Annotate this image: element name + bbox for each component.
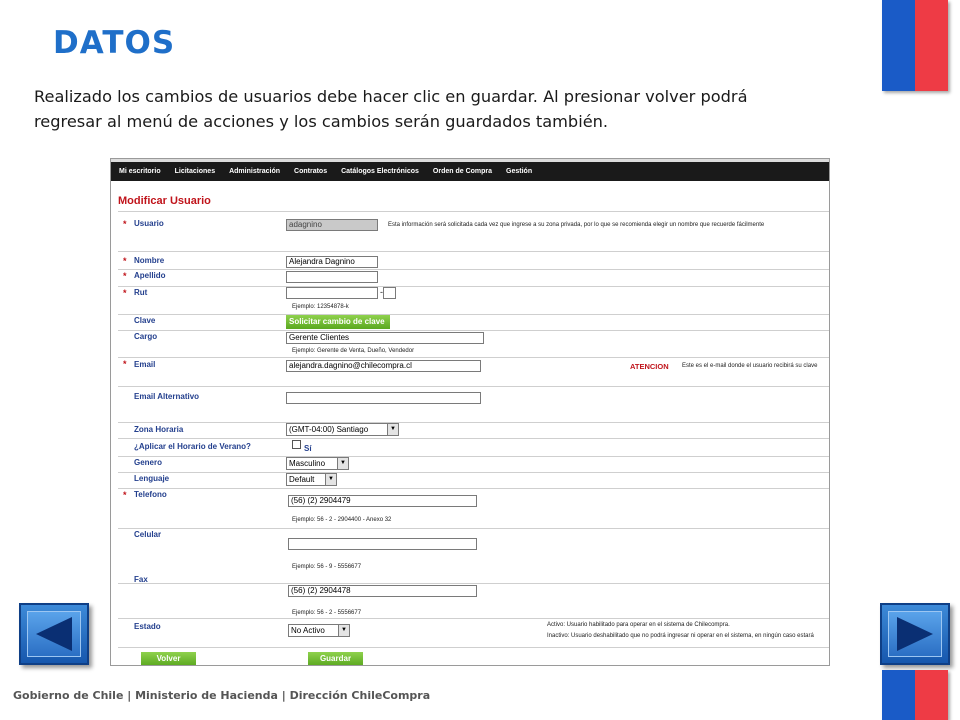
rut-hint: Ejemplo: 12354878-k <box>292 304 349 310</box>
row-divider <box>118 422 829 423</box>
top-navigation <box>111 159 829 181</box>
row-divider <box>118 618 829 619</box>
status-select[interactable] <box>288 624 350 637</box>
dropdown-arrow-icon: ▼ <box>325 474 336 485</box>
timezone-value: (GMT-04:00) Santiago <box>289 425 369 434</box>
row-divider <box>118 251 829 252</box>
guardar-button[interactable]: Guardar <box>308 652 363 666</box>
zona-label: Zona Horaria <box>134 425 184 434</box>
chile-flag-top <box>882 0 948 91</box>
dropdown-arrow-icon: ▼ <box>387 424 398 435</box>
required-mark: * <box>123 490 127 500</box>
lenguaje-label: Lenguaje <box>134 474 170 483</box>
row-divider <box>118 438 829 439</box>
nombre-input[interactable]: Alejandra Dagnino <box>286 256 378 268</box>
previous-slide-button[interactable] <box>19 603 89 665</box>
telefono-hint: Ejemplo: 56 - 2 - 2904400 - Anexo 32 <box>292 517 392 523</box>
estado-label: Estado <box>134 622 161 631</box>
fax-label: Fax <box>134 575 148 584</box>
estado-info-activo: Activo: Usuario habilitado para operar en el sistema de Chilecompra. <box>547 622 730 628</box>
row-divider <box>118 456 829 457</box>
verano-checkbox[interactable] <box>292 440 301 449</box>
row-divider <box>118 386 829 387</box>
gender-value: Masculino <box>289 459 326 468</box>
celular-input[interactable] <box>288 538 477 550</box>
nav-item-catalogos[interactable]: Catálogos Electrónicos <box>341 168 419 175</box>
cargo-label: Cargo <box>134 332 158 341</box>
telefono-label: Telefono <box>134 490 167 499</box>
telefono-input[interactable]: (56) (2) 2904479 <box>288 495 477 507</box>
row-divider <box>118 647 829 648</box>
email-label: Email <box>134 360 156 369</box>
required-mark: * <box>123 288 127 298</box>
chile-flag-bottom <box>882 670 948 720</box>
email-alt-label: Email Alternativo <box>134 392 200 401</box>
gender-select[interactable] <box>286 457 349 470</box>
rut-input[interactable] <box>286 287 378 299</box>
next-slide-button[interactable] <box>880 603 950 665</box>
email-input[interactable]: alejandra.dagnino@chilecompra.cl <box>286 360 481 372</box>
nav-item-orden-compra[interactable]: Orden de Compra <box>432 168 493 175</box>
row-divider <box>118 330 829 331</box>
language-select[interactable] <box>286 473 337 486</box>
intro-text: Realizado los cambios de usuarios debe hacer clic en guardar. Al presionar volver podrá regresar al menú de acciones y los cambios serán guardados también. <box>34 87 748 131</box>
row-divider <box>118 488 829 489</box>
required-mark: * <box>123 256 127 266</box>
clave-label: Clave <box>134 316 156 325</box>
volver-button[interactable]: Volver <box>141 652 196 666</box>
celular-hint: Ejemplo: 56 - 9 - 5556677 <box>292 564 362 570</box>
verano-label: ¿Aplicar el Horario de Verano? <box>134 442 251 451</box>
email-alt-input[interactable] <box>286 392 481 404</box>
fax-hint: Ejemplo: 56 - 2 - 5556677 <box>292 610 362 616</box>
nombre-label: Nombre <box>134 256 165 265</box>
dropdown-arrow-icon: ▼ <box>338 625 349 636</box>
rut-dv-input[interactable] <box>383 287 396 299</box>
timezone-select[interactable] <box>286 423 399 436</box>
status-value: No Activo <box>291 626 325 635</box>
cargo-input[interactable]: Gerente Clientes <box>286 332 484 344</box>
email-warning-label: ATENCION <box>630 362 669 371</box>
required-mark: * <box>123 271 127 281</box>
celular-label: Celular <box>134 530 162 539</box>
required-mark: * <box>123 219 127 229</box>
usuario-input: adagnino <box>286 219 378 231</box>
row-divider <box>118 583 829 584</box>
genero-label: Genero <box>134 458 163 467</box>
row-divider <box>118 286 829 287</box>
form-title: Modificar Usuario <box>118 195 211 207</box>
form-screenshot <box>110 158 830 666</box>
row-divider <box>118 211 829 212</box>
apellido-input[interactable] <box>286 271 378 283</box>
usuario-label: Usuario <box>134 219 164 228</box>
nav-item-contratos[interactable]: Contratos <box>294 168 328 175</box>
estado-info-inactivo: Inactivo: Usuario deshabilitado que no podrá ingresar ni operar en el sistema, en ningún caso estará <box>547 633 814 639</box>
dropdown-arrow-icon: ▼ <box>337 458 348 469</box>
verano-option: Sí <box>304 444 312 453</box>
next-arrow-icon <box>897 617 933 651</box>
rut-separator: - <box>380 287 383 297</box>
row-divider <box>118 269 829 270</box>
row-divider <box>118 472 829 473</box>
slide-title: DATOS <box>53 25 176 61</box>
change-password-button[interactable]: Solicitar cambio de clave <box>286 315 390 329</box>
fax-input[interactable]: (56) (2) 2904478 <box>288 585 477 597</box>
nav-item-administracion[interactable]: Administración <box>229 168 281 175</box>
rut-label: Rut <box>134 288 148 297</box>
row-divider <box>118 528 829 529</box>
footer-text: Gobierno de Chile | Ministerio de Hacienda | Dirección ChileCompra <box>13 689 431 702</box>
apellido-label: Apellido <box>134 271 166 280</box>
email-warning-text: Este es el e-mail donde el usuario recibirá su clave <box>682 363 818 369</box>
usuario-info: Esta información será solicitada cada vez que ingrese a su zona privada, por lo que se recomienda elegir un nombre que recuerde fácilmente <box>388 222 765 228</box>
row-divider <box>118 357 829 358</box>
language-value: Default <box>289 475 315 484</box>
prev-arrow-icon <box>36 617 72 651</box>
nav-item-licitaciones[interactable]: Licitaciones <box>174 168 216 175</box>
cargo-hint: Ejemplo: Gerente de Venta, Dueño, Vendedor <box>292 348 415 354</box>
row-divider <box>118 314 829 315</box>
required-mark: * <box>123 359 127 369</box>
nav-item-escritorio[interactable]: Mi escritorio <box>119 168 161 175</box>
nav-item-gestion[interactable]: Gestión <box>506 168 533 175</box>
